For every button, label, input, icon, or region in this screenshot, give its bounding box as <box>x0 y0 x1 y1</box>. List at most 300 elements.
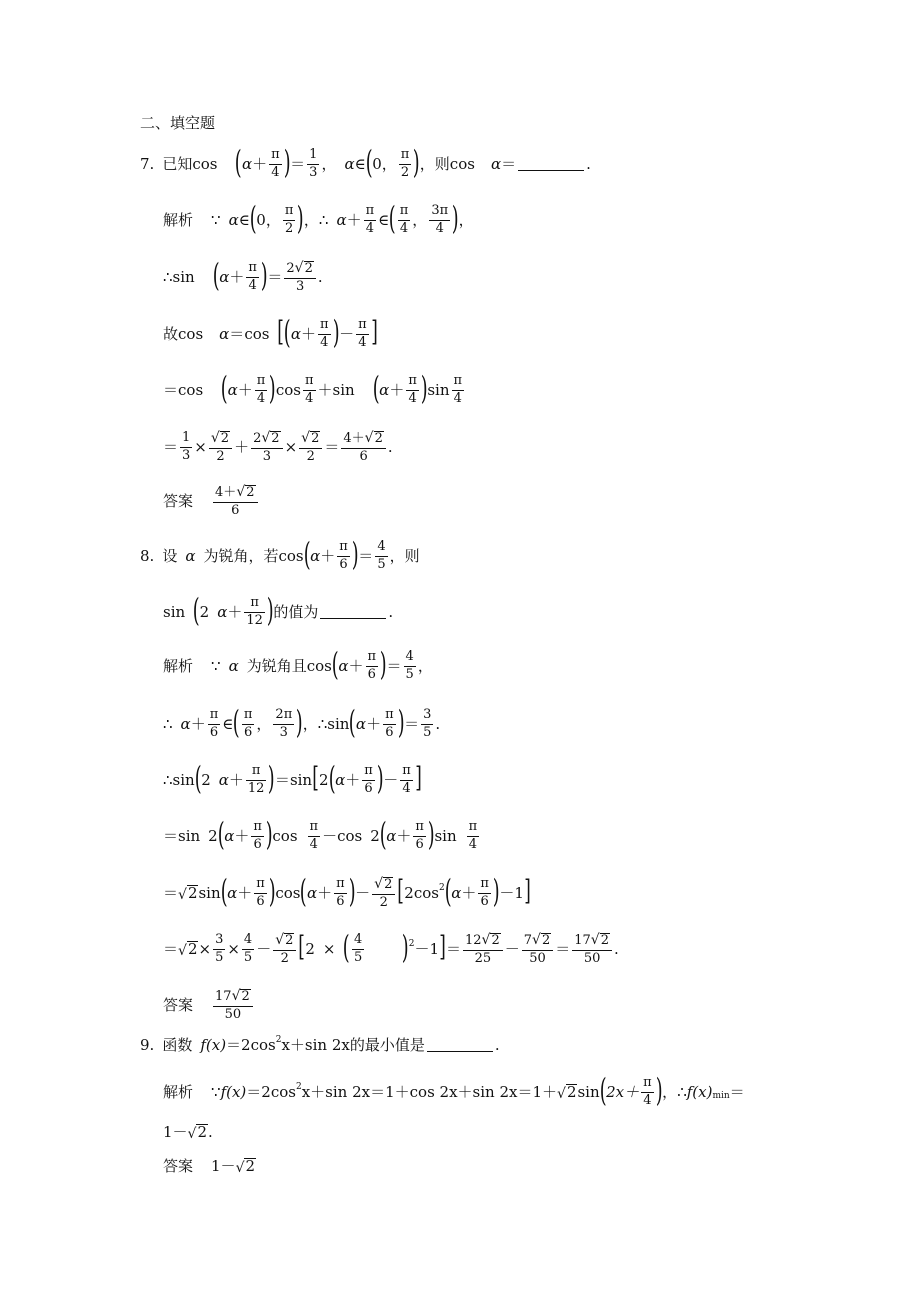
frac-pi-4: $\frac{\pi}{4}$ <box>358 317 367 350</box>
period: . <box>435 714 441 733</box>
sin: sin <box>198 883 221 902</box>
frac-pi-4: $\frac{\pi}{4}$ <box>453 373 463 406</box>
rparen: ) <box>351 535 359 574</box>
period: . <box>208 1122 213 1141</box>
lparen: ( <box>389 199 396 238</box>
cos: cos <box>272 826 298 845</box>
cos: cos <box>413 883 439 902</box>
alpha: α <box>338 656 349 675</box>
minus: － <box>322 826 338 845</box>
plus: ＋ <box>234 437 250 456</box>
sin: sin <box>427 380 450 399</box>
frac-4-5: $\frac{4}{5}$ <box>353 932 363 965</box>
lbracket: [ <box>277 315 285 349</box>
q9-lead: 函数 <box>162 1036 193 1054</box>
frac-1-3: $\frac{1}{3}$ <box>309 147 318 180</box>
plus: ＋ <box>320 546 336 565</box>
frac-pi-6: $\frac{\pi}{6}$ <box>339 539 348 572</box>
value-of: 的值为 <box>273 602 319 621</box>
rparen: ) <box>296 703 303 742</box>
period: . <box>388 602 394 621</box>
q8-analysis-2 <box>163 703 441 742</box>
q9-analysis-1 <box>163 1071 745 1110</box>
squared: 2 <box>408 938 415 949</box>
alpha: α <box>219 267 230 286</box>
alpha: α <box>219 324 230 343</box>
cos: cos <box>449 154 475 173</box>
q8-analysis-4 <box>163 815 481 854</box>
section-title-text: 二、填空题 <box>140 114 216 132</box>
sin: sin <box>332 380 355 399</box>
comma: ， <box>302 714 318 733</box>
q8-analysis-3 <box>163 759 422 798</box>
lparen: ( <box>349 703 357 742</box>
section-title <box>140 116 215 131</box>
times: × <box>322 939 336 958</box>
chain: ＝1＋cos 2x＋sin 2x＝1＋ <box>370 1082 558 1101</box>
rparen: ) <box>332 313 340 352</box>
alpha: α <box>355 714 367 733</box>
sin: sin <box>172 267 195 286</box>
equals: ＝ <box>163 883 179 902</box>
frac-4-5: $\frac{4}{5}$ <box>377 539 386 572</box>
times: × <box>227 939 240 958</box>
q8-analysis-1 <box>163 645 433 684</box>
sqrt-2: √ 2 <box>178 884 198 903</box>
q9-analysis-2 <box>163 1124 213 1141</box>
frac-7sqrt2-50: 7 √ 2 50 <box>522 932 553 967</box>
frac-pi-4: $\frac{\pi}{4}$ <box>256 373 266 406</box>
lparen: ( <box>328 759 336 798</box>
frac-pi-6: $\frac{\pi}{6}$ <box>480 876 489 909</box>
two-x: 2x＋ <box>606 1082 640 1101</box>
comma: ， <box>321 154 337 173</box>
alpha: α <box>241 154 253 173</box>
q8-question-2 <box>163 591 394 630</box>
sin: sin <box>163 602 186 621</box>
plus: ＋ <box>366 714 382 733</box>
answer-value: 1－ <box>211 1156 236 1175</box>
answer-blank <box>518 158 584 171</box>
rparen: ) <box>297 199 305 238</box>
alpha: α <box>310 546 321 565</box>
sin: sin <box>289 770 313 789</box>
rbracket: ] <box>370 315 378 349</box>
rparen: ) <box>492 872 500 911</box>
sqrt-2: √ 2 <box>557 1083 577 1102</box>
frac-sqrt2-2: √ 2 2 <box>273 932 296 967</box>
frac-pi-4: $\frac{\pi}{4}$ <box>402 763 411 796</box>
frac-4-5: $\frac{4}{5}$ <box>405 649 414 682</box>
q8-answer <box>163 988 255 1023</box>
q8-question <box>140 535 420 574</box>
alpha: α <box>217 602 228 621</box>
rparen: ) <box>268 759 276 798</box>
lparen: ( <box>372 369 380 408</box>
lparen: ( <box>220 369 228 408</box>
lparen: ( <box>300 872 308 911</box>
frac-17sqrt2-50: 17 √ 2 50 <box>572 932 612 967</box>
zero: 0 <box>372 154 382 173</box>
period: . <box>387 437 393 456</box>
in-symbol: ∈ <box>354 154 366 173</box>
x-plus-sin: x＋sin 2x <box>281 1036 350 1054</box>
rparen: ) <box>376 759 384 798</box>
cos: cos <box>275 883 301 902</box>
equals: ＝ <box>501 154 517 173</box>
frac-pi-2: $\frac{\pi}{2}$ <box>400 147 410 180</box>
sin: sin <box>577 1082 600 1101</box>
cos: cos <box>178 324 204 343</box>
q8-lead: 设 <box>162 546 178 565</box>
cos: cos <box>278 546 304 565</box>
period: . <box>614 939 619 958</box>
equals: ＝ <box>163 380 179 399</box>
equals: ＝ <box>274 770 290 789</box>
equals: ＝ <box>404 714 420 733</box>
lparen: ( <box>343 928 351 967</box>
frac-4plussqrt2-6: 4＋ √ 2 6 <box>213 484 258 519</box>
rparen: ) <box>427 815 435 854</box>
lparen: ( <box>379 815 387 854</box>
q8-analysis-5 <box>163 872 531 911</box>
times: × <box>198 939 212 958</box>
q7-cos: cos <box>192 154 218 173</box>
in-symbol: ∈ <box>222 714 234 733</box>
plus: ＋ <box>301 324 317 343</box>
fx: f(x) <box>686 1082 713 1101</box>
comma: ， <box>256 714 272 733</box>
frac-17sqrt2-50: 17 √ 2 50 <box>213 988 253 1023</box>
therefore: ∴ <box>163 267 173 286</box>
cos: cos <box>306 656 332 675</box>
lbracket: [ <box>298 930 306 964</box>
alpha: α <box>306 883 318 902</box>
frac-2pi-3: $\frac{2\pi}{3}$ <box>275 707 293 740</box>
two: 2 <box>370 826 380 845</box>
frac-sqrt2-2: √ 2 2 <box>372 876 395 911</box>
plus: ＋ <box>234 826 250 845</box>
frac-pi-4: $\frac{\pi}{4}$ <box>643 1075 652 1108</box>
alpha: α <box>227 883 238 902</box>
alpha: α <box>227 380 238 399</box>
therefore: ∴ <box>163 770 173 789</box>
lparen: ( <box>217 815 225 854</box>
result: 1－ <box>163 1122 188 1141</box>
two: 2 <box>208 826 218 845</box>
rparen: ) <box>379 645 387 684</box>
two: 2 <box>199 602 210 621</box>
two: 2 <box>319 770 329 789</box>
one: 1 <box>429 939 440 958</box>
alpha: α <box>335 770 346 789</box>
frac-12sqrt2-25: 12 √ 2 25 <box>463 932 503 967</box>
rparen: ) <box>397 703 405 742</box>
alpha: α <box>185 546 196 565</box>
rparen: ) <box>268 872 276 911</box>
alpha: α <box>336 210 347 229</box>
comma: ， <box>458 210 474 229</box>
frac-pi-6: $\frac{\pi}{6}$ <box>415 819 424 852</box>
squared: 2 <box>438 882 445 893</box>
equals: ＝ <box>163 437 179 456</box>
minus: － <box>256 939 272 958</box>
plus: ＋ <box>190 714 206 733</box>
rparen: ) <box>451 199 459 238</box>
because: ∵ <box>211 1082 221 1101</box>
frac-pi-4: $\frac{\pi}{4}$ <box>309 819 319 852</box>
alpha: α <box>290 324 302 343</box>
q7-question <box>140 143 591 182</box>
rparen: ) <box>420 369 428 408</box>
rparen: ) <box>283 143 291 182</box>
expr: ＝2cos <box>246 1082 296 1101</box>
frac-3-5: $\frac{3}{5}$ <box>423 707 432 740</box>
alpha: α <box>228 210 239 229</box>
frac-2sqrt2-3: 2 √ 2 3 <box>284 260 315 295</box>
sin: sin <box>327 714 350 733</box>
cos: cos <box>244 324 270 343</box>
ask: 的最小值是 <box>349 1036 425 1054</box>
plus: ＋ <box>345 770 361 789</box>
plus: ＋ <box>389 380 405 399</box>
therefore: ∴ <box>318 210 329 229</box>
frac-pi-4: $\frac{\pi}{4}$ <box>320 317 329 350</box>
because: ∵ <box>211 210 221 229</box>
comma: ， <box>417 656 433 675</box>
sin: sin <box>434 826 457 845</box>
answer-label: 答案 <box>163 491 194 510</box>
q7-analysis-3 <box>163 313 378 352</box>
minus: － <box>339 324 355 343</box>
frac-pi-6: $\frac{\pi}{6}$ <box>256 876 265 909</box>
analysis-label: 解析 <box>163 210 194 229</box>
alpha: α <box>490 154 502 173</box>
cos: cos <box>178 380 204 399</box>
lparen: ( <box>235 143 243 182</box>
minus: － <box>383 770 399 789</box>
frac-pi-4: $\frac{\pi}{4}$ <box>365 203 375 236</box>
alpha: α <box>451 883 462 902</box>
lparen: ( <box>365 143 373 182</box>
q9-question <box>140 1035 500 1054</box>
plus: ＋ <box>396 826 412 845</box>
therefore: ∴ <box>163 714 173 733</box>
sqrt-2: √ 2 <box>187 1123 208 1142</box>
times: × <box>194 437 207 456</box>
two: 2 <box>201 770 211 789</box>
frac-3pi-4: $\frac{3\pi}{4}$ <box>431 203 449 236</box>
minus: － <box>499 883 515 902</box>
equals: ＝ <box>163 826 179 845</box>
plus: ＋ <box>237 883 253 902</box>
lparen: ( <box>192 591 200 630</box>
q7-lead: 已知 <box>162 154 193 173</box>
rparen: ) <box>266 591 274 630</box>
lbracket: [ <box>397 874 405 908</box>
because: ∵ <box>211 656 221 675</box>
frac-pi-12: $\frac{\pi}{12}$ <box>246 595 263 628</box>
frac-4-5: $\frac{4}{5}$ <box>243 932 253 965</box>
alpha: α <box>344 154 355 173</box>
frac-pi-4: $\frac{\pi}{4}$ <box>248 260 257 293</box>
frac-3-5: $\frac{3}{5}$ <box>215 932 224 965</box>
rparen: ) <box>413 143 420 182</box>
equals: ＝ <box>229 324 245 343</box>
lparen: ( <box>303 535 311 574</box>
comma: ， <box>381 154 397 173</box>
q7-analysis-1 <box>163 199 474 238</box>
period: . <box>586 154 591 173</box>
frac-pi-6: $\frac{\pi}{6}$ <box>336 876 345 909</box>
equals: ＝ <box>386 656 402 675</box>
minus: － <box>355 883 371 902</box>
comma: ， <box>412 210 428 229</box>
equals: ＝ <box>358 546 374 565</box>
plus: ＋ <box>227 602 243 621</box>
alpha: α <box>386 826 397 845</box>
acute-and: 为锐角且 <box>246 656 307 675</box>
alpha: α <box>228 656 239 675</box>
alpha: α <box>224 826 235 845</box>
therefore: ∴ <box>677 1082 687 1101</box>
lparen: ( <box>444 872 452 911</box>
cos: cos <box>337 826 363 845</box>
lparen: ( <box>331 645 339 684</box>
lparen: ( <box>220 872 228 911</box>
lparen: ( <box>233 703 241 742</box>
q9-answer <box>163 1158 256 1175</box>
frac-pi-6: $\frac{\pi}{6}$ <box>364 763 373 796</box>
in-symbol: ∈ <box>238 210 250 229</box>
lparen: ( <box>284 313 292 352</box>
answer-blank <box>427 1039 493 1052</box>
rparen: ) <box>402 928 409 967</box>
frac-pi-6: $\frac{\pi}{6}$ <box>385 707 394 740</box>
equals: ＝ <box>290 154 306 173</box>
lparen: ( <box>599 1071 607 1110</box>
acute-text: 为锐角，若 <box>203 546 279 565</box>
minus: － <box>414 939 430 958</box>
frac-pi-6: $\frac{\pi}{6}$ <box>243 707 253 740</box>
therefore: ∴ <box>317 714 328 733</box>
comma: ， <box>303 210 319 229</box>
lparen: ( <box>194 759 202 798</box>
analysis-label: 解析 <box>163 1082 194 1101</box>
q7-number: 7. <box>140 154 155 173</box>
plus: ＋ <box>228 770 244 789</box>
comma: ， <box>662 1082 678 1101</box>
q7-analysis-2 <box>163 256 323 295</box>
equals: ＝ <box>324 437 340 456</box>
comma: ， <box>265 210 281 229</box>
times: × <box>284 437 298 456</box>
cos: cos <box>275 380 301 399</box>
hence: 故 <box>163 324 179 343</box>
period: . <box>494 1036 500 1054</box>
fx: f(x) <box>220 1082 247 1101</box>
minus: － <box>504 939 520 958</box>
frac-1-3: $\frac{1}{3}$ <box>182 430 191 463</box>
sin: sin <box>178 826 201 845</box>
q8-analysis-6 <box>163 928 619 967</box>
q7-answer <box>163 484 260 519</box>
lparen: ( <box>212 256 220 295</box>
sqrt-2: √ 2 <box>235 1157 256 1176</box>
frac-pi-12: $\frac{\pi}{12}$ <box>247 763 265 796</box>
in-symbol: ∈ <box>378 210 390 229</box>
alpha: α <box>218 770 229 789</box>
frac-pi-4: $\frac{\pi}{4}$ <box>304 373 314 406</box>
sin: sin <box>172 770 195 789</box>
frac-pi-2: $\frac{\pi}{2}$ <box>284 203 294 236</box>
frac-pi-4: $\frac{\pi}{4}$ <box>271 147 280 180</box>
answer-blank <box>320 606 386 619</box>
lbracket: [ <box>312 761 319 795</box>
two: 2 <box>404 883 414 902</box>
frac-4plussqrt2-6: 4＋ √ 2 6 <box>341 430 386 465</box>
rparen: ) <box>269 369 277 408</box>
sqrt-2: √ 2 <box>178 940 198 959</box>
then: ，则 <box>419 154 450 173</box>
plus: ＋ <box>461 883 477 902</box>
rparen: ) <box>655 1071 663 1110</box>
plus: ＋ <box>317 380 333 399</box>
frac-pi-6: $\frac{\pi}{6}$ <box>253 819 262 852</box>
answer-label: 答案 <box>163 1156 194 1175</box>
plus: ＋ <box>348 656 364 675</box>
period: . <box>317 267 323 286</box>
x-plus-sin: x＋sin 2x <box>301 1082 371 1101</box>
frac-pi-4: $\frac{\pi}{4}$ <box>399 203 409 236</box>
rbracket: ] <box>439 930 446 964</box>
equals: ＝ <box>729 1082 745 1101</box>
frac-pi-6: $\frac{\pi}{6}$ <box>209 707 219 740</box>
equals: ＝ <box>445 939 461 958</box>
rparen: ) <box>348 872 356 911</box>
lparen: ( <box>249 199 257 238</box>
frac-pi-6: $\frac{\pi}{6}$ <box>367 649 377 682</box>
rparen: ) <box>260 256 268 295</box>
two: 2 <box>305 939 315 958</box>
frac-sqrt2-2: √ 2 2 <box>209 430 232 465</box>
squared: 2 <box>295 1081 302 1092</box>
frac-pi-4: $\frac{\pi}{4}$ <box>468 819 478 852</box>
alpha: α <box>180 714 191 733</box>
then: ，则 <box>389 546 420 565</box>
rbracket: ] <box>524 874 531 908</box>
equals: ＝ <box>267 267 283 286</box>
fx: f(x) <box>200 1036 227 1054</box>
min: min <box>712 1090 730 1101</box>
plus: ＋ <box>252 154 268 173</box>
alpha: α <box>379 380 390 399</box>
frac-2sqrt2-3: 2 √ 2 3 <box>251 430 282 465</box>
plus: ＋ <box>317 883 333 902</box>
frac-sqrt2-2: √ 2 2 <box>299 430 322 465</box>
plus: ＋ <box>346 210 362 229</box>
plus: ＋ <box>229 267 245 286</box>
equals: ＝ <box>555 939 571 958</box>
plus: ＋ <box>237 380 253 399</box>
zero: 0 <box>256 210 266 229</box>
equals: ＝ <box>163 939 179 958</box>
expr: ＝2cos <box>226 1036 276 1054</box>
one: 1 <box>514 883 524 902</box>
squared: 2 <box>275 1035 282 1045</box>
rbracket: ] <box>415 761 422 795</box>
answer-label: 答案 <box>163 995 194 1014</box>
